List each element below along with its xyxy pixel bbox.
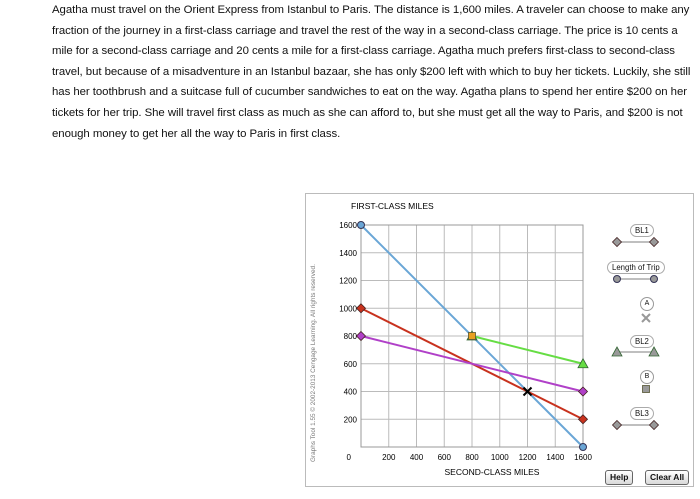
y-tick-label: 1200 xyxy=(339,276,357,286)
x-tick-label: 1000 xyxy=(490,453,509,462)
legend-length-of-trip-label[interactable]: Length of Trip xyxy=(607,261,665,274)
legend-bl1-label[interactable]: BL1 xyxy=(630,224,654,237)
y-tick-label: 600 xyxy=(343,359,357,369)
y-tick-label: 200 xyxy=(343,415,357,425)
y-tick-label: 400 xyxy=(343,387,357,397)
clear-all-button[interactable]: Clear All xyxy=(645,470,689,485)
graph-tool xyxy=(305,193,694,487)
x-tick-label: 1200 xyxy=(518,453,537,462)
x-tick-label: 400 xyxy=(409,453,424,462)
legend-marker xyxy=(651,276,658,283)
origin-label: 0 xyxy=(346,453,351,462)
point-a xyxy=(469,333,476,340)
x-tick-label: 600 xyxy=(437,453,451,462)
legend-b-sample xyxy=(643,386,650,393)
x-tick-label: 800 xyxy=(465,453,479,462)
x-axis-label: SECOND-CLASS MILES xyxy=(444,467,540,477)
x-tick-label: 1600 xyxy=(574,453,592,462)
legend-a-label[interactable]: A xyxy=(640,297,654,311)
legend-bl3-label[interactable]: BL3 xyxy=(630,407,654,420)
help-button[interactable]: Help xyxy=(605,470,633,485)
problem-text: Agatha must travel on the Orient Express from Istanbul to Paris. The distance is 1,600 miles. A traveler can choose to make any fraction of the journey in a first-class carriage and travel the rest of the way in a second-class carriage. The price is 10 cents a mile for a second-class carriage and 20 cents a mile for a first-class carriage. Agatha much prefers first-class to second-class travel, but because of a misadventure in an Istanbul bazaar, she has only $200 left with which to buy her tickets. Luckily, she still has her toothbrush and a suitcase full of cucumber sandwiches to eat on the way. Agatha plans to spend her entire $200 on her tickets for her trip. She will travel first class as much as she can afford to, but she must get all the way to Paris, and $200 is not enough money to get her all the way to Paris in first class. xyxy=(52,4,691,140)
copyright-text: Graphs Tool 1.55 © 2002-2013 Cengage Learning. All rights reserved. xyxy=(310,264,317,462)
x-tick-label: 1400 xyxy=(546,453,565,462)
legend-marker xyxy=(614,276,621,283)
series-point-1 xyxy=(358,222,365,229)
y-axis-label: FIRST-CLASS MILES xyxy=(351,201,434,211)
y-tick-label: 1000 xyxy=(339,304,357,314)
legend-bl2-label[interactable]: BL2 xyxy=(630,335,654,348)
y-tick-label: 1400 xyxy=(339,248,357,258)
y-tick-label: 800 xyxy=(343,332,357,341)
series-point-1 xyxy=(580,444,587,451)
y-tick-label: 1600 xyxy=(339,221,357,230)
x-tick-label: 200 xyxy=(382,453,396,462)
legend-b-label[interactable]: B xyxy=(640,370,654,384)
